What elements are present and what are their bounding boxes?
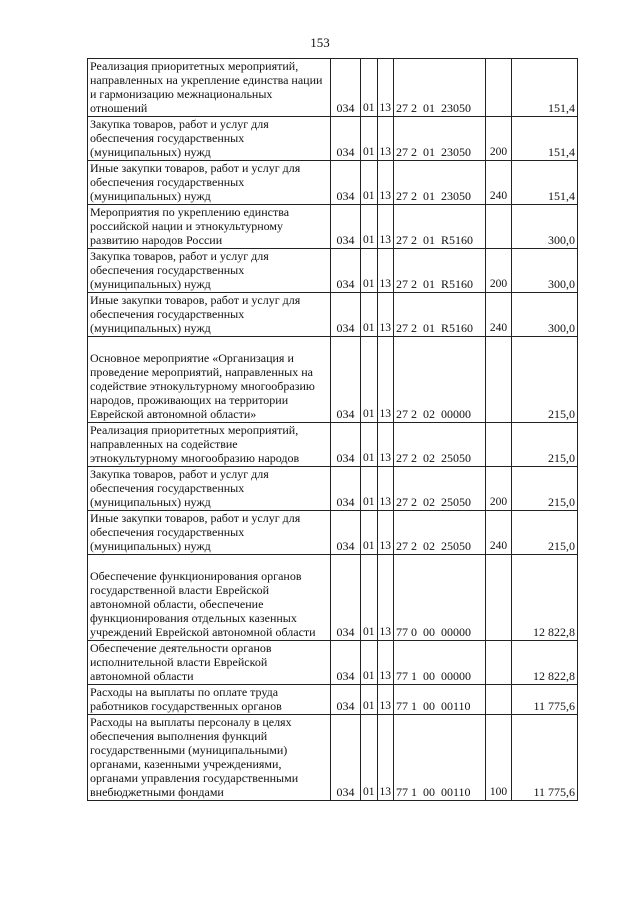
row-name: Основное мероприятие «Организация и проведение мероприятий, направленных на содействие этнокультурному многообразию народов, проживающих на территории Еврейской автономной области» bbox=[88, 337, 331, 423]
target-article-code: 27 2 02 25050 bbox=[394, 423, 486, 467]
expense-type-code: 200 bbox=[486, 467, 512, 511]
expense-type-code bbox=[486, 555, 512, 641]
section-code: 01 bbox=[361, 423, 378, 467]
row-name: Иные закупки товаров, работ и услуг для обеспечения государственных (муниципальных) нужд bbox=[88, 293, 331, 337]
section-code: 01 bbox=[361, 249, 378, 293]
ved-code: 034 bbox=[331, 511, 361, 555]
target-article-code: 27 2 02 00000 bbox=[394, 337, 486, 423]
subsection-code: 13 bbox=[377, 117, 394, 161]
table-row bbox=[88, 249, 578, 293]
table-row bbox=[88, 423, 578, 467]
expense-type-code bbox=[486, 205, 512, 249]
amount: 151,4 bbox=[512, 117, 578, 161]
amount: 215,0 bbox=[512, 423, 578, 467]
section-code: 01 bbox=[361, 205, 378, 249]
row-name: Обеспечение деятельности органов исполнительной власти Еврейской автономной области bbox=[88, 641, 331, 685]
amount: 151,4 bbox=[512, 161, 578, 205]
amount: 11 775,6 bbox=[512, 685, 578, 715]
ved-code: 034 bbox=[331, 161, 361, 205]
table-row bbox=[88, 641, 578, 685]
row-name: Реализация приоритетных мероприятий, направленных на укрепление единства нации и гармонизацию межнациональных отношений bbox=[88, 59, 331, 117]
ved-code: 034 bbox=[331, 685, 361, 715]
row-name: Иные закупки товаров, работ и услуг для обеспечения государственных (муниципальных) нужд bbox=[88, 161, 331, 205]
amount: 11 775,6 bbox=[512, 715, 578, 801]
target-article-code: 27 2 01 23050 bbox=[394, 161, 486, 205]
table-row bbox=[88, 555, 578, 641]
section-code: 01 bbox=[361, 117, 378, 161]
section-code: 01 bbox=[361, 337, 378, 423]
amount: 215,0 bbox=[512, 511, 578, 555]
target-article-code: 27 2 02 25050 bbox=[394, 511, 486, 555]
subsection-code: 13 bbox=[377, 715, 394, 801]
target-article-code: 27 2 01 R5160 bbox=[394, 249, 486, 293]
subsection-code: 13 bbox=[377, 337, 394, 423]
section-code: 01 bbox=[361, 59, 378, 117]
row-name: Реализация приоритетных мероприятий, направленных на содействие этнокультурному многообразию народов bbox=[88, 423, 331, 467]
ved-code: 034 bbox=[331, 59, 361, 117]
expense-type-code bbox=[486, 337, 512, 423]
row-name: Закупка товаров, работ и услуг для обеспечения государственных (муниципальных) нужд bbox=[88, 117, 331, 161]
table-row bbox=[88, 117, 578, 161]
subsection-code: 13 bbox=[377, 467, 394, 511]
ved-code: 034 bbox=[331, 249, 361, 293]
target-article-code: 27 2 01 23050 bbox=[394, 59, 486, 117]
subsection-code: 13 bbox=[377, 555, 394, 641]
table-body bbox=[88, 59, 578, 801]
expense-type-code: 200 bbox=[486, 117, 512, 161]
expense-type-code bbox=[486, 641, 512, 685]
budget-table bbox=[87, 58, 578, 801]
section-code: 01 bbox=[361, 467, 378, 511]
row-name: Иные закупки товаров, работ и услуг для обеспечения государственных (муниципальных) нужд bbox=[88, 511, 331, 555]
target-article-code: 77 1 00 00110 bbox=[394, 685, 486, 715]
row-name: Расходы на выплаты по оплате труда работников государственных органов bbox=[88, 685, 331, 715]
expense-type-code: 240 bbox=[486, 293, 512, 337]
section-code: 01 bbox=[361, 715, 378, 801]
row-name: Обеспечение функционирования органов государственной власти Еврейской автономной области, обеспечение функционирования отдельных казенных учреждений Еврейской автономной области bbox=[88, 555, 331, 641]
row-name: Мероприятия по укреплению единства российской нации и этнокультурному развитию народов России bbox=[88, 205, 331, 249]
section-code: 01 bbox=[361, 511, 378, 555]
subsection-code: 13 bbox=[377, 293, 394, 337]
row-name: Закупка товаров, работ и услуг для обеспечения государственных (муниципальных) нужд bbox=[88, 467, 331, 511]
table-row bbox=[88, 293, 578, 337]
section-code: 01 bbox=[361, 161, 378, 205]
row-name: Расходы на выплаты персоналу в целях обеспечения выполнения функций государственными (муниципальными) органами, казенными учреждениями, органами управления государственными внебюджетными фондами bbox=[88, 715, 331, 801]
expense-type-code: 240 bbox=[486, 511, 512, 555]
target-article-code: 77 0 00 00000 bbox=[394, 555, 486, 641]
table-row bbox=[88, 511, 578, 555]
amount: 215,0 bbox=[512, 467, 578, 511]
subsection-code: 13 bbox=[377, 423, 394, 467]
table-row bbox=[88, 715, 578, 801]
section-code: 01 bbox=[361, 293, 378, 337]
table-row bbox=[88, 467, 578, 511]
target-article-code: 27 2 01 R5160 bbox=[394, 205, 486, 249]
target-article-code: 27 2 01 23050 bbox=[394, 117, 486, 161]
ved-code: 034 bbox=[331, 715, 361, 801]
ved-code: 034 bbox=[331, 293, 361, 337]
table-row bbox=[88, 205, 578, 249]
ved-code: 034 bbox=[331, 117, 361, 161]
ved-code: 034 bbox=[331, 467, 361, 511]
target-article-code: 27 2 02 25050 bbox=[394, 467, 486, 511]
table-row bbox=[88, 59, 578, 117]
amount: 300,0 bbox=[512, 205, 578, 249]
page-number: 153 bbox=[310, 35, 330, 50]
expense-type-code bbox=[486, 59, 512, 117]
amount: 12 822,8 bbox=[512, 641, 578, 685]
subsection-code: 13 bbox=[377, 161, 394, 205]
amount: 300,0 bbox=[512, 293, 578, 337]
ved-code: 034 bbox=[331, 641, 361, 685]
expense-type-code: 100 bbox=[486, 715, 512, 801]
target-article-code: 27 2 01 R5160 bbox=[394, 293, 486, 337]
section-code: 01 bbox=[361, 555, 378, 641]
amount: 12 822,8 bbox=[512, 555, 578, 641]
section-code: 01 bbox=[361, 641, 378, 685]
expense-type-code bbox=[486, 685, 512, 715]
ved-code: 034 bbox=[331, 337, 361, 423]
subsection-code: 13 bbox=[377, 249, 394, 293]
table-row bbox=[88, 161, 578, 205]
target-article-code: 77 1 00 00000 bbox=[394, 641, 486, 685]
subsection-code: 13 bbox=[377, 205, 394, 249]
row-name: Закупка товаров, работ и услуг для обеспечения государственных (муниципальных) нужд bbox=[88, 249, 331, 293]
ved-code: 034 bbox=[331, 423, 361, 467]
expense-type-code bbox=[486, 423, 512, 467]
subsection-code: 13 bbox=[377, 641, 394, 685]
amount: 300,0 bbox=[512, 249, 578, 293]
expense-type-code: 200 bbox=[486, 249, 512, 293]
subsection-code: 13 bbox=[377, 685, 394, 715]
table-row bbox=[88, 685, 578, 715]
expense-type-code: 240 bbox=[486, 161, 512, 205]
amount: 151,4 bbox=[512, 59, 578, 117]
ved-code: 034 bbox=[331, 205, 361, 249]
ved-code: 034 bbox=[331, 555, 361, 641]
amount: 215,0 bbox=[512, 337, 578, 423]
subsection-code: 13 bbox=[377, 511, 394, 555]
subsection-code: 13 bbox=[377, 59, 394, 117]
section-code: 01 bbox=[361, 685, 378, 715]
table-row bbox=[88, 337, 578, 423]
target-article-code: 77 1 00 00110 bbox=[394, 715, 486, 801]
